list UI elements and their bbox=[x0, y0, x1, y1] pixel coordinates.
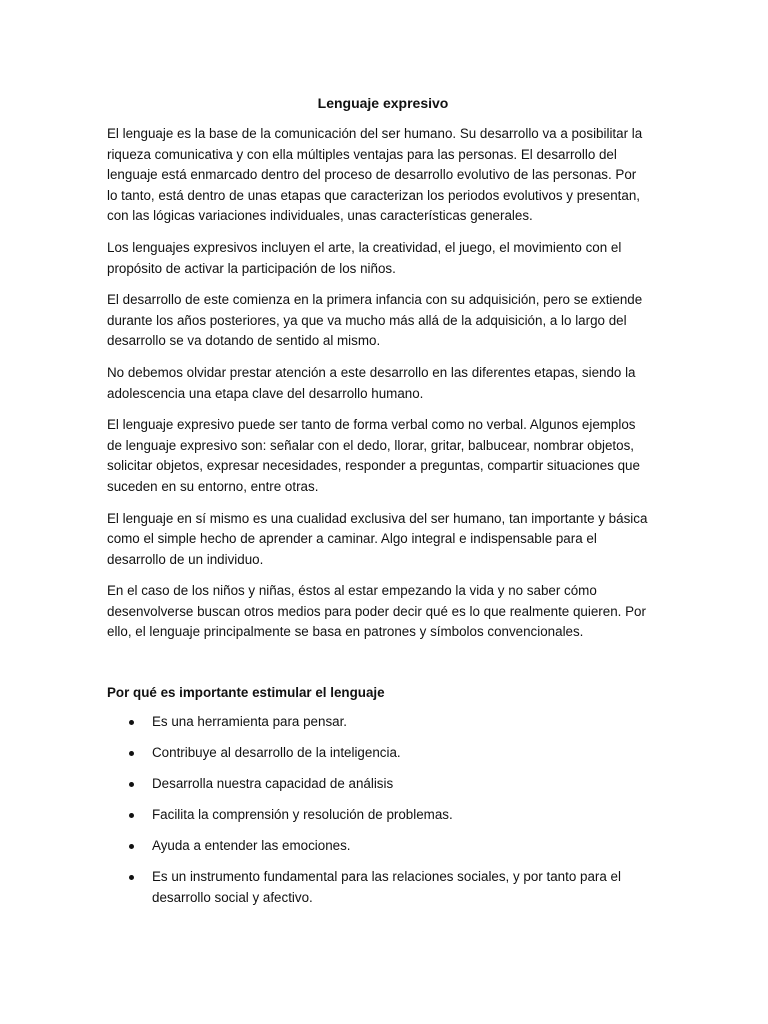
paragraph-5 bbox=[107, 415, 659, 497]
list-item-text: Es una herramienta para pensar. bbox=[152, 714, 348, 730]
text-line: desenvolverse buscan otros medios para poder decir qué es lo que realmente quieren. Por bbox=[107, 603, 646, 619]
text-line: de lenguaje expresivo son: señalar con el dedo, llorar, gritar, balbucear, nombrar objetos, bbox=[107, 437, 635, 453]
text-line: desarrollo de un individuo. bbox=[107, 551, 264, 567]
text-line: lo tanto, está dentro de unas etapas que caracterizan los periodos evolutivos y presentan, bbox=[107, 187, 640, 203]
section-heading: Por qué es importante estimular el lenguaje bbox=[107, 685, 385, 701]
paragraph-2 bbox=[107, 238, 659, 279]
text-line: ello, el lenguaje principalmente se basa en patrones y símbolos convencionales. bbox=[107, 624, 584, 640]
list-item-text: Ayuda a entender las emociones. bbox=[152, 838, 351, 853]
bullet-icon bbox=[129, 782, 134, 787]
text-line: riqueza comunicativa y con ella múltiples ventajas para las personas. El desarrollo del bbox=[107, 146, 617, 162]
paragraph-1 bbox=[107, 124, 659, 227]
list-item-text: Contribuye al desarrollo de la inteligencia. bbox=[152, 745, 401, 761]
bullet-icon bbox=[129, 751, 134, 756]
paragraph-7 bbox=[107, 581, 659, 643]
text-line: con las lógicas variaciones individuales, unas características generales. bbox=[107, 208, 533, 224]
list-item bbox=[107, 743, 659, 764]
list-item-text: Desarrolla nuestra capacidad de análisis bbox=[152, 776, 394, 792]
bullet-icon bbox=[129, 813, 134, 818]
text-line: como el simple hecho de aprender a caminar. Algo integral e indispensable para el bbox=[107, 531, 597, 547]
bullet-icon bbox=[129, 720, 134, 725]
document-body bbox=[107, 93, 659, 919]
text-line: solicitar objetos, expresar necesidades, responder a preguntas, compartir situaciones que bbox=[107, 458, 640, 474]
list-item bbox=[107, 867, 659, 908]
text-line: El lenguaje en sí mismo es una cualidad exclusiva del ser humano, tan importante y básica bbox=[107, 510, 648, 526]
list-item bbox=[107, 836, 659, 857]
paragraph-4 bbox=[107, 363, 659, 404]
text-line: propósito de activar la participación de los niños. bbox=[107, 260, 396, 276]
text-line: desarrollo se va dotando de sentido al mismo. bbox=[107, 333, 381, 349]
list-item-text: Es un instrumento fundamental para las relaciones sociales, y por tanto para el bbox=[152, 868, 621, 884]
paragraph-6 bbox=[107, 509, 659, 571]
list-item bbox=[107, 774, 659, 795]
bullet-icon bbox=[129, 844, 134, 849]
text-line: El desarrollo de este comienza en la primera infancia con su adquisición, pero se extiende bbox=[107, 292, 643, 308]
bullet-icon bbox=[129, 875, 134, 880]
list-item bbox=[107, 805, 659, 826]
list-item-text: Facilita la comprensión y resolución de problemas. bbox=[152, 807, 453, 823]
document-title: Lenguaje expresivo bbox=[317, 95, 449, 111]
text-line: No debemos olvidar prestar atención a este desarrollo en las diferentes etapas, siendo la bbox=[107, 364, 636, 380]
text-line: lenguaje está enmarcado dentro del proceso de desarrollo evolutivo de las personas. Por bbox=[107, 167, 637, 183]
paragraph-3 bbox=[107, 290, 659, 352]
text-line: El lenguaje expresivo puede ser tanto de forma verbal como no verbal. Algunos ejemplos bbox=[107, 417, 636, 433]
text-line: El lenguaje es la base de la comunicación del ser humano. Su desarrollo va a posibilitar la bbox=[107, 126, 643, 141]
text-line: suceden en su entorno, entre otras. bbox=[107, 478, 319, 494]
list-item bbox=[107, 712, 659, 733]
list-item-text: desarrollo social y afectivo. bbox=[152, 889, 313, 905]
text-line: En el caso de los niños y niñas, éstos al estar empezando la vida y no saber cómo bbox=[107, 583, 597, 599]
bullet-list bbox=[107, 712, 659, 908]
text-line: adolescencia una etapa clave del desarrollo humano. bbox=[107, 385, 424, 401]
text-line: durante los años posteriores, ya que va mucho más allá de la adquisición, a lo largo del bbox=[107, 312, 627, 328]
text-line: Los lenguajes expresivos incluyen el arte, la creatividad, el juego, el movimiento con el bbox=[107, 239, 622, 255]
